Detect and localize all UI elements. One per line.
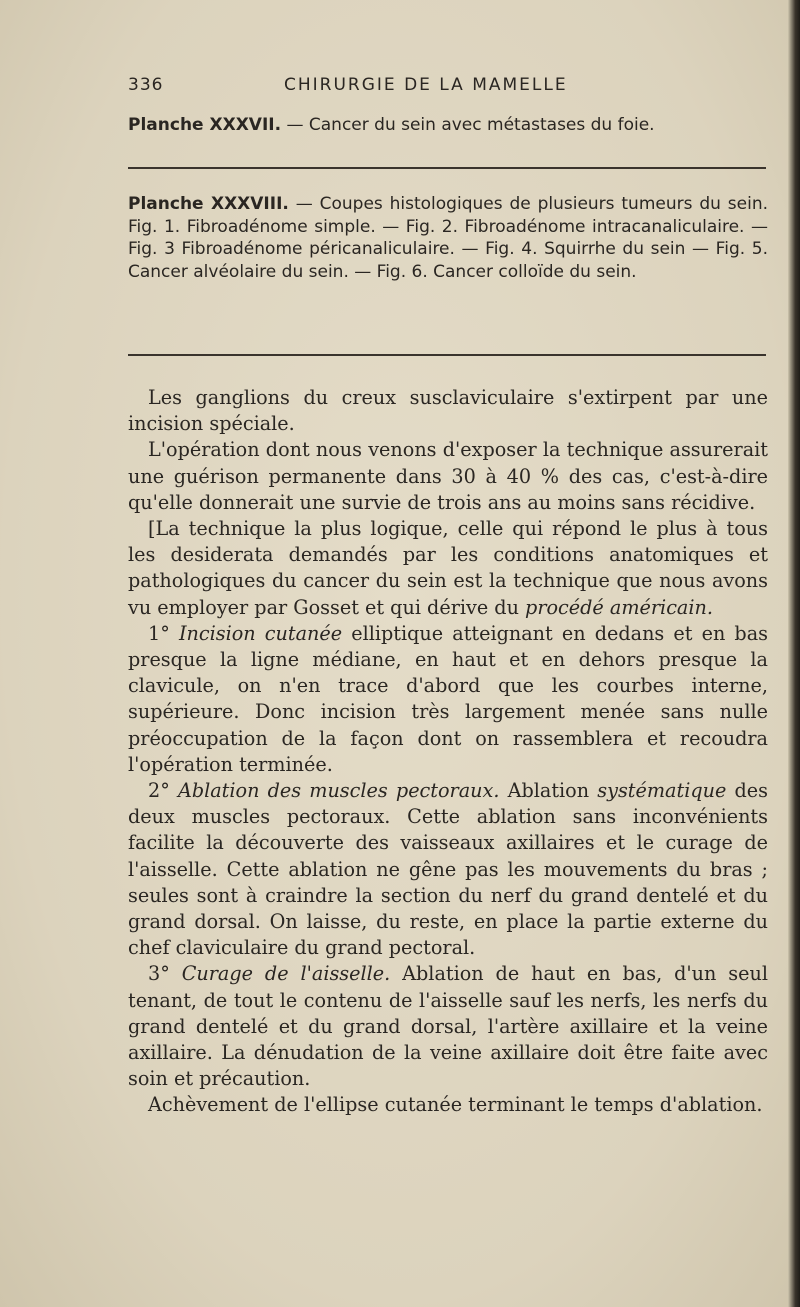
italic-term: Curage de l'aisselle.	[181, 962, 391, 986]
book-spine-edge	[788, 0, 800, 1307]
plate-caption-37	[128, 114, 768, 137]
paragraph: 2° Ablation des muscles pectoraux. Ablation systématique des deux muscles pectoraux. Cette ablation sans inconvénients facilite la découverte des vaisseaux axillaires et le curage de l'aisselle. Cette ablation ne gêne pas les mouvements du bras ; seules sont à craindre la section du nerf du grand dentelé et du grand dorsal. On laisse, du reste, en place la partie externe du chef claviculaire du grand pectoral.	[128, 779, 768, 960]
plate-label: Planche XXXVII.	[128, 115, 282, 135]
italic-term: procédé américain.	[525, 595, 713, 619]
running-head	[128, 75, 768, 99]
italic-term: systématique	[597, 779, 727, 803]
plate-text: — Cancer du sein avec métastases du foie.	[281, 115, 655, 135]
plate-label: Planche XXXVIII.	[128, 194, 289, 214]
paragraph: Les ganglions du creux susclaviculaire s'extirpent par une incision spéciale.	[128, 386, 768, 436]
italic-term: Ablation des muscles pectoraux.	[177, 779, 500, 803]
italic-term: Incision cutanée	[178, 621, 343, 645]
paragraph: 3° Curage de l'aisselle. Ablation de haut en bas, d'un seul tenant, de tout le contenu de l'aisselle sauf les nerfs, les nerfs du grand dentelé et du grand dorsal, l'artère axillaire et la veine axillaire. La dénudation de la veine axillaire doit être faite avec soin et précaution.	[128, 962, 768, 1091]
main-text	[128, 385, 768, 1119]
paragraph: 1° Incision cutanée elliptique atteignant en dedans et en bas presque la ligne médiane, en haut et en dehors presque la clavicule, on n'en trace d'abord que les courbes interne, supérieure. Donc incision très largement menée sans nulle préoccupation de la façon dont on rassemblera et recoudra l'opération terminée.	[128, 621, 768, 776]
plate-text: — Coupes histologiques de plusieurs tumeurs du sein. Fig. 1. Fibroadénome simple. — Fig. 2. Fibroadénome intracanaliculaire. — Fig. 3 Fibroadénome péricanaliculaire. — Fig. 4. Squirrhe du sein — Fig. 5. Cancer alvéolaire du sein. — Fig. 6. Cancer colloïde du sein.	[128, 194, 768, 282]
page-number: 336	[128, 75, 164, 95]
paragraph: [La technique la plus logique, celle qui répond le plus à tous les desiderata demandés par les conditions anatomiques et pathologiques du cancer du sein est la technique que nous avons vu employer par Gosset et qui dérive du procédé américain.	[128, 517, 768, 619]
paragraph: L'opération dont nous venons d'exposer la technique assurerait une guérison permanente dans 30 à 40 % des cas, c'est-à-dire qu'elle donnerait une survie de trois ans au moins sans récidive.	[128, 438, 768, 514]
plate-caption-38	[128, 193, 768, 283]
divider-rule	[128, 167, 766, 169]
running-title: CHIRURGIE DE LA MAMELLE	[284, 75, 568, 95]
paragraph: Achèvement de l'ellipse cutanée terminant le temps d'ablation.	[148, 1093, 763, 1117]
divider-rule	[128, 354, 766, 356]
